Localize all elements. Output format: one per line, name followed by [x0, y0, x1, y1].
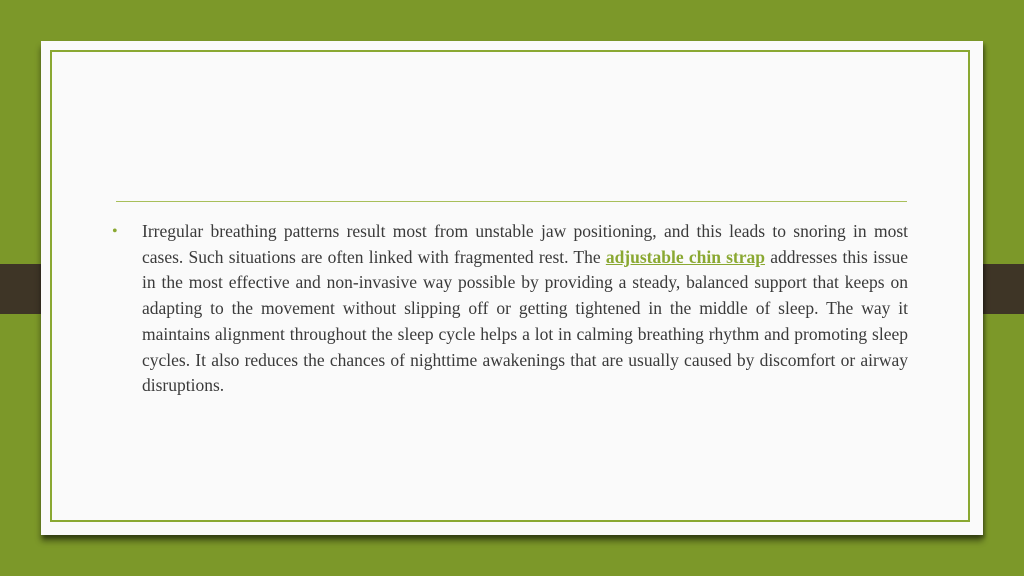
title-divider-line	[116, 201, 907, 202]
bullet-paragraph	[142, 219, 908, 399]
adjustable-chin-strap-link[interactable]: adjustable chin strap	[605, 246, 766, 267]
bullet-dot-icon: •	[112, 223, 118, 240]
paragraph-text-after-link: addresses this issue in the most effective and non-invasive way possible by providing a steady, balanced support that keeps on adapting to the movement without slipping off or getting tightened in the middle of sleep. The way it maintains alignment throughout the sleep cycle helps a lot in calming breathing rhythm and promoting sleep cycles. It also reduces the chances of nighttime awakenings that are usually caused by discomfort or airway disruptions.	[142, 246, 908, 396]
paragraph-text-before-link: Irregular breathing patterns result most from unstable jaw positioning, and this leads to snoring in most cases. Such situations are often linked with fragmented rest. The	[142, 221, 908, 267]
